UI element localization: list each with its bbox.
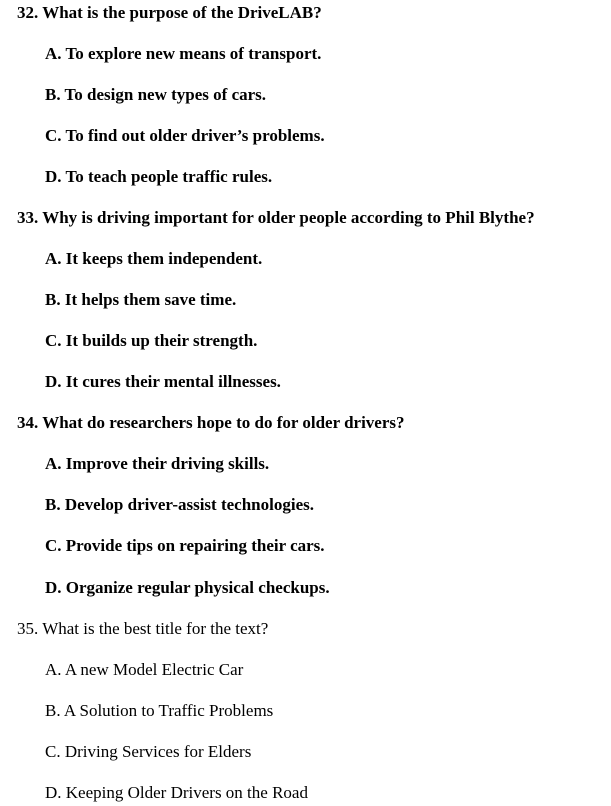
question-35-option-c: C. Driving Services for Elders xyxy=(45,742,252,761)
question-33-option-d: D. It cures their mental illnesses. xyxy=(45,372,281,391)
question-33-option-c: C. It builds up their strength. xyxy=(45,331,258,350)
question-32-option-d: D. To teach people traffic rules. xyxy=(45,167,273,186)
question-34-option-c: C. Provide tips on repairing their cars. xyxy=(45,536,325,555)
question-32-stem: 32. What is the purpose of the DriveLAB? xyxy=(17,3,322,22)
question-35-stem: 35. What is the best title for the text? xyxy=(17,619,269,638)
question-33-option-b: B. It helps them save time. xyxy=(45,290,237,309)
question-35-option-b: B. A Solution to Traffic Problems xyxy=(45,701,274,720)
question-34-option-d: D. Organize regular physical checkups. xyxy=(45,578,330,597)
question-33-option-a: A. It keeps them independent. xyxy=(45,249,263,268)
question-34-stem: 34. What do researchers hope to do for older drivers? xyxy=(17,413,405,432)
question-34-option-a: A. Improve their driving skills. xyxy=(45,454,270,473)
question-32-option-c: C. To find out older driver’s problems. xyxy=(45,126,325,145)
question-34-option-b: B. Develop driver-assist technologies. xyxy=(45,495,314,514)
question-32-option-b: B. To design new types of cars. xyxy=(45,85,267,104)
question-32-option-a: A. To explore new means of transport. xyxy=(45,44,322,63)
question-35-option-d: D. Keeping Older Drivers on the Road xyxy=(45,783,308,802)
question-33-stem: 33. Why is driving important for older people according to Phil Blythe? xyxy=(17,208,535,227)
question-35-option-a: A. A new Model Electric Car xyxy=(45,660,244,679)
